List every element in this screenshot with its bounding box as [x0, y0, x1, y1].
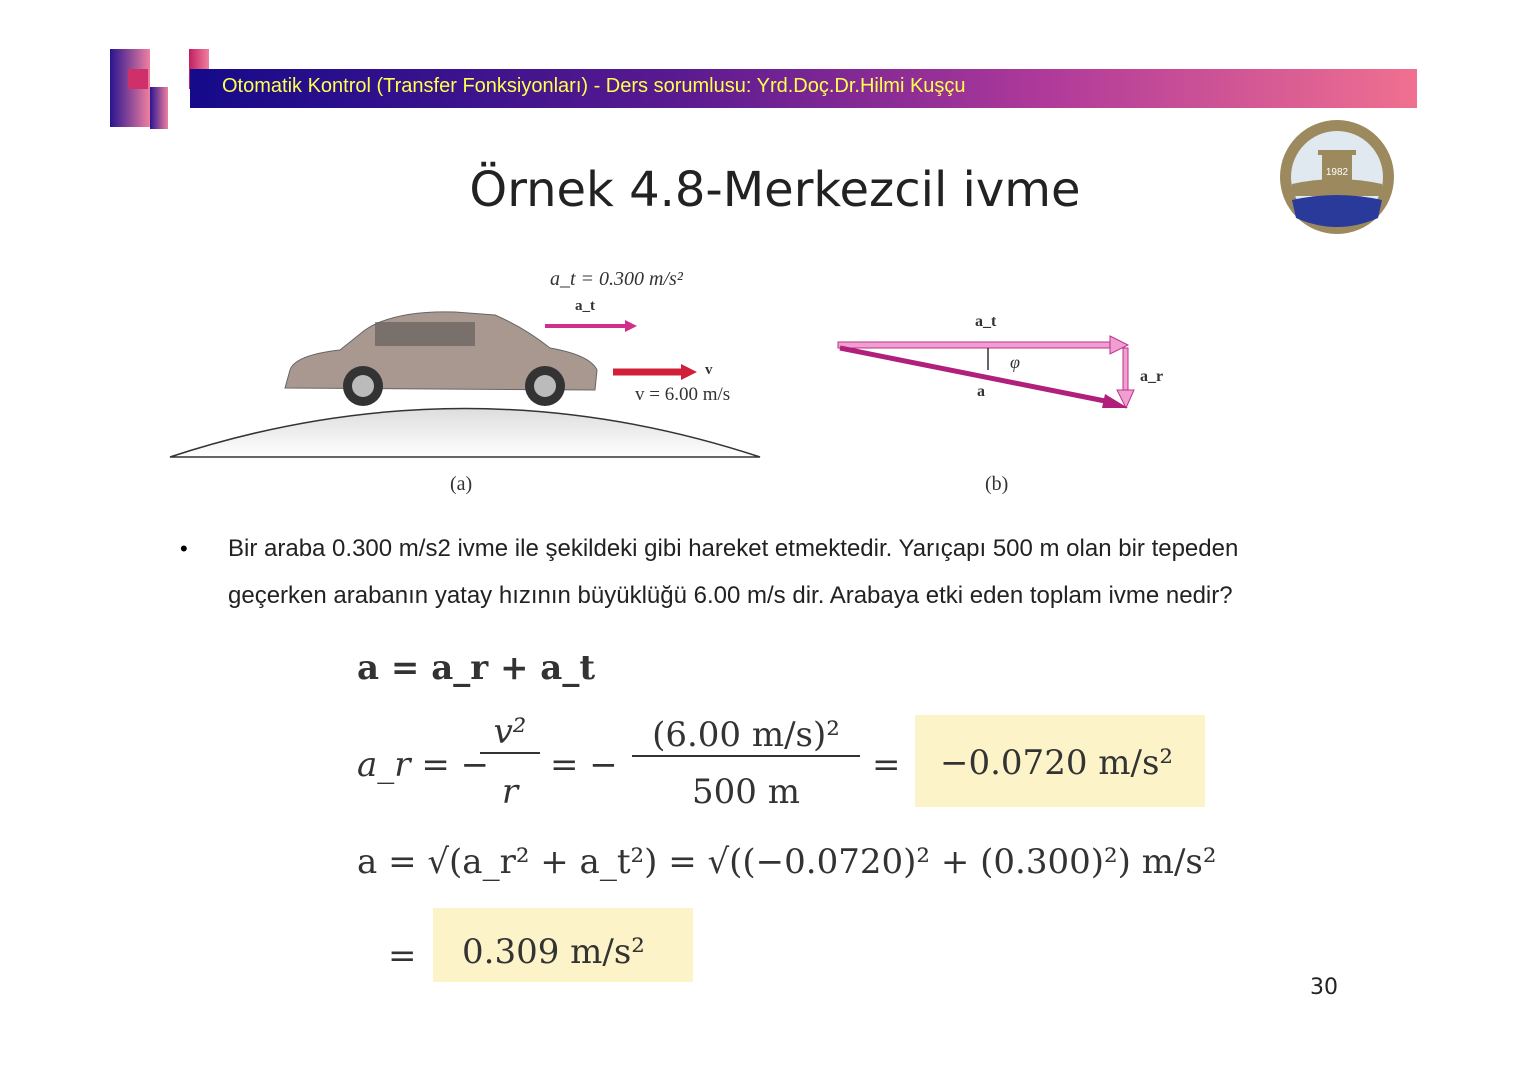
at-vector-label: a_t	[575, 298, 595, 314]
ar-result: −0.0720 m/s²	[940, 743, 1174, 783]
logo-year: 1982	[1325, 167, 1349, 178]
slide-title: Örnek 4.8-Merkezcil ivme	[469, 162, 1081, 218]
v-value-label: v = 6.00 m/s	[635, 384, 731, 405]
bullet-dot: •	[180, 536, 188, 561]
eq2-equals: =	[872, 745, 901, 785]
equation-3: a = √(a_r² + a_t²) = √((−0.0720)² + (0.300)²) m/s²	[357, 842, 1217, 882]
phi-label: φ	[1010, 352, 1020, 372]
problem-text-line2: geçerken arabanın yatay hızının büyüklüğü 6.00 m/s dir. Arabaya etki eden toplam ivme nedir?	[228, 582, 1233, 609]
a-label-b: a	[977, 383, 985, 400]
ar-label-b: a_r	[1140, 368, 1164, 385]
vector-diagram	[830, 330, 1150, 415]
at-label-b: a_t	[975, 313, 997, 330]
page-number: 30	[1310, 975, 1338, 1000]
header-decoration	[150, 87, 168, 129]
eq2-numerator: v²	[480, 712, 540, 754]
car-figure	[165, 300, 765, 465]
header-text: Otomatik Kontrol (Transfer Fonksiyonları) - Ders sorumlusu: Yrd.Doç.Dr.Hilmi Kuşçu	[222, 75, 966, 97]
eq2-numerator-2: (6.00 m/s)²	[632, 715, 860, 757]
eq2-lhs: a_r = −	[357, 745, 490, 785]
equation-1: a = a_r + a_t	[357, 648, 596, 688]
problem-text-line1: Bir araba 0.300 m/s2 ivme ile şekildeki gibi hareket etmektedir. Yarıçapı 500 m olan bir tepeden	[228, 535, 1239, 562]
eq4-equals: =	[388, 936, 417, 976]
caption-b: (b)	[985, 473, 1009, 495]
final-result: 0.309 m/s²	[462, 932, 645, 972]
eq2-denominator-2: 500 m	[692, 772, 800, 812]
at-value-label: a_t = 0.300 m/s²	[550, 268, 683, 290]
v-vector-label: v	[705, 362, 713, 378]
eq2-mid: = −	[550, 745, 618, 785]
caption-a: (a)	[450, 473, 473, 495]
header-decoration	[128, 69, 148, 89]
eq2-denominator: r	[501, 772, 519, 812]
